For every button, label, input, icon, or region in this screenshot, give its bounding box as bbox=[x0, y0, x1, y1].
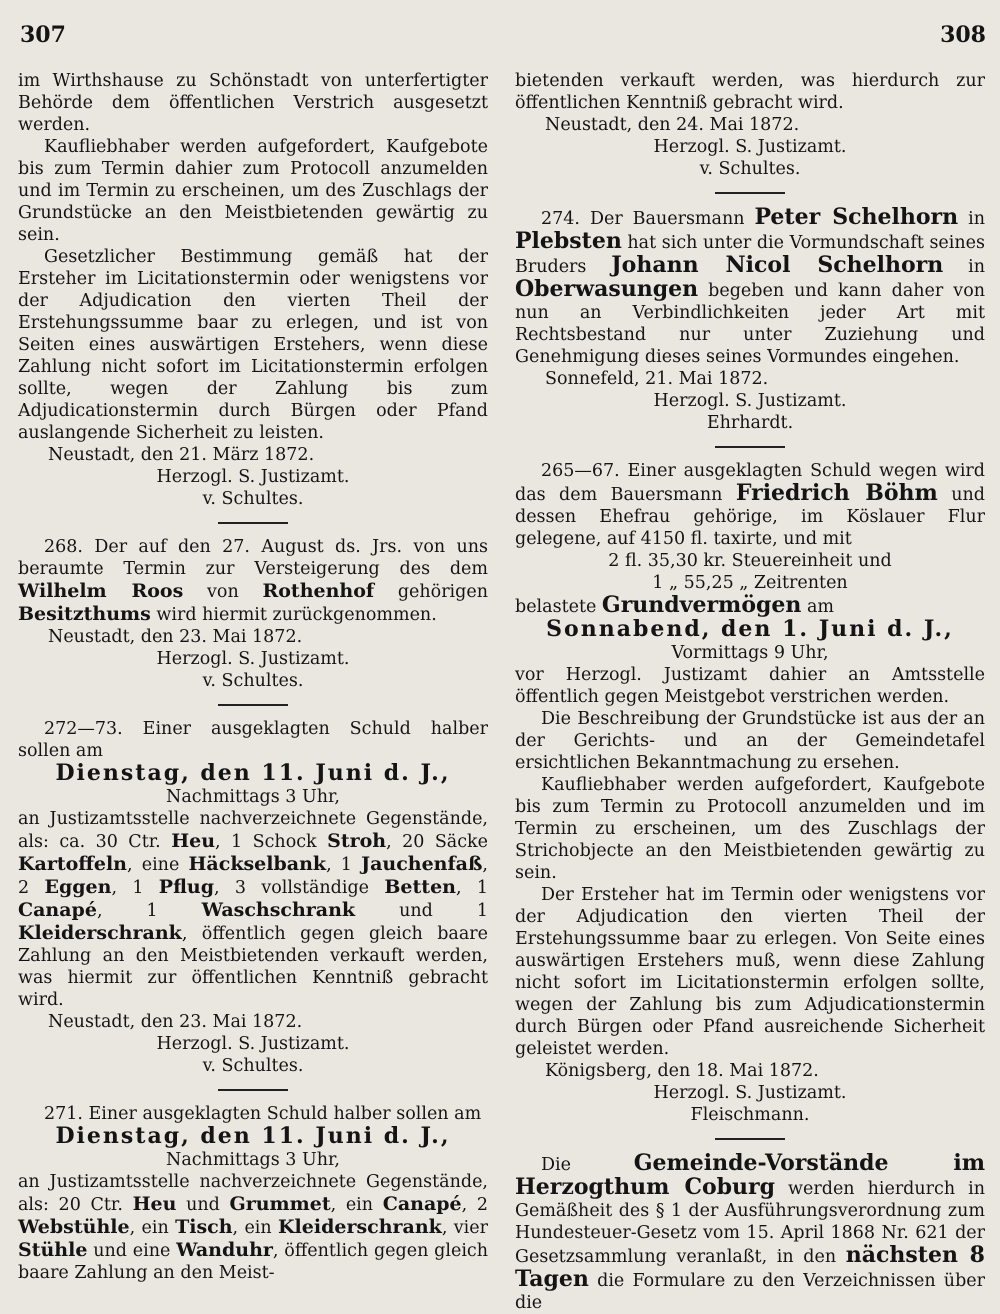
separator-rule bbox=[218, 704, 288, 706]
notice-paragraph: Die Beschreibung der Grundstücke ist aus der an der Gerichts- und an der Gemeindetafel ersichtlichen Bekanntmachung zu ersehen. bbox=[515, 709, 985, 773]
tax-line: 2 fl. 35,30 kr. Steuereinheit und bbox=[608, 551, 892, 571]
notice-place-date: Neustadt, den 24. Mai 1872. bbox=[545, 115, 800, 135]
separator-rule bbox=[218, 522, 288, 524]
notice-continuation-right bbox=[515, 70, 985, 180]
notice-place-date: Sonnefeld, 21. Mai 1872. bbox=[545, 369, 769, 389]
notice-signer: v. Schultes. bbox=[699, 159, 801, 179]
auction-time: Vormittags 9 Uhr, bbox=[671, 643, 829, 663]
notice-271 bbox=[18, 1103, 488, 1284]
person-name: Wilhelm Roos bbox=[18, 580, 184, 602]
separator-rule bbox=[715, 1138, 785, 1140]
auction-date: Sonnabend, den 1. Juni d. J., bbox=[546, 616, 954, 642]
place-name: Oberwasungen bbox=[515, 276, 699, 302]
auction-date: Dienstag, den 11. Juni d. J., bbox=[55, 1123, 451, 1149]
page-number-right: 308 bbox=[940, 22, 986, 48]
notice-signer: Ehrhardt. bbox=[706, 413, 794, 433]
notice-paragraph: an Justizamtsstelle nachverzeichnete Gegenstände, als: ca. 30 Ctr. Heu, 1 Schock Stroh, 20 Säcke Kartoffeln, eine Häckselbank, 1 Jauchenfaß, 2 Eggen, 1 Pflug, 3 vollständige Betten, 1 Canapé, 1 Waschschrank und 1 Kleiderschrank, öffentlich gegen gleich baare Zahlung an den Meistbietenden verkauft werden, was hiermit zur öffentlichen Kenntniß gebracht wird. bbox=[18, 809, 489, 1010]
separator-rule bbox=[218, 1089, 288, 1091]
person-name: Johann Nicol Schelhorn bbox=[611, 252, 944, 278]
place-name: Plebsten bbox=[515, 228, 622, 254]
notice-paragraph: Gesetzlicher Bestimmung gemäß hat der Ersteher im Licitationstermin oder wenigstens vor der Adjudication den vierten Theil der Erstehungssumme baar zu erlegen, und ist von Seiten eines auswärtigen Erstehers, wenn diese Zahlung nicht sofort im Licitationstermin erfolgen sollte, wegen der Zahlung bis zum Adjudicationstermin durch Bürgen oder Pfand auslangende Sicherheit zu leisten. bbox=[18, 247, 488, 443]
notice-paragraph: vor Herzogl. Justizamt dahier an Amtsstelle öffentlich gegen Meistgebot verstrichen werden. bbox=[515, 665, 985, 707]
notice-paragraph: im Wirthshause zu Schönstadt von unterfertigter Behörde dem öffentlichen Verstrich ausgesetzt werden. bbox=[18, 71, 488, 135]
page-number-left: 307 bbox=[20, 22, 66, 48]
notice-intro: 271. Einer ausgeklagten Schuld halber sollen am bbox=[44, 1104, 482, 1124]
person-name: Peter Schelhorn bbox=[754, 204, 959, 230]
notice-paragraph: Die Gemeinde-Vorstände im Herzogthum Coburg werden hierdurch in Gemäßheit des § 1 der Ausführungsverordnung zum Hundesteuer-Gesetz vom 15. April 1868 Nr. 621 der Gesetzsammlung veranlaßt, in den nächsten 8 Tagen die Formulare zu den Verzeichnissen über die bbox=[515, 1150, 985, 1313]
notice-gemeinde bbox=[515, 1152, 985, 1314]
notice-place-date: Neustadt, den 23. Mai 1872. bbox=[48, 1012, 303, 1032]
separator-rule bbox=[715, 446, 785, 448]
property-term: Besitzthums bbox=[18, 603, 151, 625]
notice-office: Herzogl. S. Justizamt. bbox=[156, 1034, 350, 1054]
notice-office: Herzogl. S. Justizamt. bbox=[156, 467, 350, 487]
notice-paragraph: bietenden verkauft werden, was hierdurch zur öffentlichen Kenntniß gebracht wird. bbox=[515, 71, 985, 113]
notice-signer: Fleischmann. bbox=[690, 1105, 810, 1125]
notice-272-73 bbox=[18, 718, 488, 1077]
separator-rule bbox=[715, 192, 785, 194]
tax-line: 1 „ 55,25 „ Zeitrenten bbox=[652, 573, 848, 593]
notice-paragraph: Kaufliebhaber werden aufgefordert, Kaufgebote bis zum Termin zu Protocoll anzumelden und im Termin zu erscheinen, um des Zuschlags der Strichobjecte an den Meistbietenden gewärtig zu sein. bbox=[515, 775, 985, 883]
notice-signer: v. Schultes. bbox=[202, 671, 304, 691]
left-column bbox=[18, 70, 488, 1284]
notice-office: Herzogl. S. Justizamt. bbox=[156, 649, 350, 669]
notice-268 bbox=[18, 536, 488, 692]
notice-paragraph: belastete Grundvermögen am bbox=[515, 592, 834, 618]
notice-265-67 bbox=[515, 460, 985, 1126]
notice-paragraph: 268. Der auf den 27. August ds. Jrs. von uns beraumte Termin zur Versteigerung des dem Wilhelm Roos von Rothenhof gehörigen Besitzthums wird hiermit zurückgenommen. bbox=[18, 537, 488, 625]
notice-paragraph: 265—67. Einer ausgeklagten Schuld wegen wird das dem Bauersmann Friedrich Böhm und dessen Ehefrau gehörige, im Köslauer Flur gelegene, auf 4150 fl. taxirte, und mit bbox=[515, 461, 986, 549]
notice-paragraph: an Justizamtsstelle nachverzeichnete Gegenstände, als: 20 Ctr. Heu und Grummet, ein Canapé, 2 Webstühle, ein Tisch, ein Kleiderschrank, vier Stühle und eine Wanduhr, öffentlich gegen gleich baare Zahlung an den Meist- bbox=[18, 1172, 488, 1283]
notice-place-date: Neustadt, den 21. März 1872. bbox=[48, 445, 315, 465]
notice-place-date: Neustadt, den 23. Mai 1872. bbox=[48, 627, 303, 647]
notice-signer: v. Schultes. bbox=[202, 1056, 304, 1076]
auction-time: Nachmittags 3 Uhr, bbox=[166, 1150, 340, 1170]
notice-paragraph: 274. Der Bauersmann Peter Schelhorn in Plebsten hat sich unter die Vormundschaft seines Bruders Johann Nicol Schelhorn in Oberwasungen begeben und kann daher von nun an Verbindlichkeiten jeder Art mit Rechtsbestand nur unter Zuziehung und Genehmigung dieses seines Vormundes eingehen. bbox=[515, 204, 986, 367]
notice-paragraph: Kaufliebhaber werden aufgefordert, Kaufgebote bis zum Termin dahier zum Protocoll anzumelden und im Termin zu erscheinen, um des Zuschlags der Grundstücke an den Meistbietenden gewärtig zu sein. bbox=[18, 137, 488, 245]
notice-intro: 272—73. Einer ausgeklagten Schuld halber sollen am bbox=[18, 719, 488, 761]
notice-274 bbox=[515, 206, 985, 434]
notice-paragraph: Der Ersteher hat im Termin oder wenigstens vor der Adjudication den vierten Theil der Erstehungssumme baar zu erlegen. Von Seite eines auswärtigen Erstehers muß, wenn diese Zahlung nicht sofort im Licitationstermin erfolgen sollte, wegen der Zahlung bis zum Adjudicationstermin durch Bürgen oder Pfand ausreichende Sicherheit geleistet werden. bbox=[515, 885, 985, 1059]
notice-office: Herzogl. S. Justizamt. bbox=[653, 391, 847, 411]
notice-continuation bbox=[18, 70, 488, 510]
notice-office: Herzogl. S. Justizamt. bbox=[653, 137, 847, 157]
notice-signer: v. Schultes. bbox=[202, 489, 304, 509]
notice-office: Herzogl. S. Justizamt. bbox=[653, 1083, 847, 1103]
auction-date: Dienstag, den 11. Juni d. J., bbox=[55, 760, 451, 786]
notice-place-date: Königsberg, den 18. Mai 1872. bbox=[545, 1061, 819, 1081]
place-name: Rothenhof bbox=[262, 580, 375, 602]
person-name: Friedrich Böhm bbox=[735, 480, 938, 506]
right-column bbox=[515, 70, 985, 1314]
auction-time: Nachmittags 3 Uhr, bbox=[166, 787, 340, 807]
